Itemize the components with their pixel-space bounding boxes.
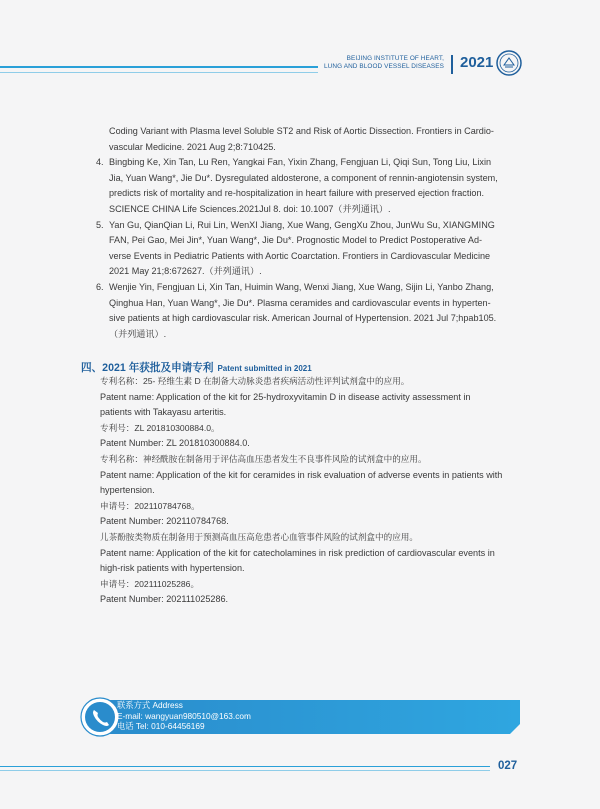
reference-number: 6. bbox=[96, 281, 104, 292]
patent-line: 专利名称：神经酰胺在制备用于评估高血压患者发生不良事件风险的试剂盒中的应用。 bbox=[100, 453, 427, 464]
reference-list bbox=[96, 124, 526, 342]
patent-line: 申请号：202110784768。 bbox=[100, 500, 200, 511]
header-institute bbox=[324, 55, 444, 71]
reference-line: SCIENCE CHINA Life Sciences.2021Jul 8. doi: 10.1007（并列通讯）. bbox=[109, 203, 391, 214]
patent-line: Patent name: Application of the kit for catecholamines in risk prediction of cardiovascular events in bbox=[100, 547, 495, 558]
header-institute-line2: LUNG AND BLOOD VESSEL DISEASES bbox=[324, 63, 444, 70]
patent-line: high-risk patients with hypertension. bbox=[100, 563, 245, 574]
reference-line: Qinghua Han, Yuan Wang*, Jie Du*. Plasma ceramides and cardiovascular events in hyperten- bbox=[109, 297, 491, 308]
patent-line: 申请号：202111025286。 bbox=[100, 578, 200, 589]
reference-line: Bingbing Ke, Xin Tan, Lu Ren, Yangkai Fan, Yixin Zhang, Fengjuan Li, Qiqi Sun, Tong Liu, Lixin bbox=[109, 157, 492, 168]
reference-number: 4. bbox=[96, 157, 104, 168]
patent-line: Patent Number: 202111025286. bbox=[100, 594, 229, 605]
reference-line: FAN, Pei Gao, Mei Jin*, Yuan Wang*, Jie Du*. Prognostic Model to Predict Postoperative Ad- bbox=[109, 235, 483, 246]
contact-info bbox=[117, 700, 251, 732]
page-number: 027 bbox=[498, 760, 518, 772]
reference-item bbox=[96, 280, 526, 342]
reference-line: 2021 May 21;8:672627.（并列通讯）. bbox=[109, 266, 262, 277]
patent-line: Patent name: Application of the kit for 25-hydroxyvitamin D in disease activity assessment in bbox=[100, 391, 471, 402]
reference-item bbox=[96, 218, 526, 280]
reference-number: 5. bbox=[96, 219, 104, 230]
patent-line: 专利名称：25- 羟维生素 D 在制备大动脉炎患者疾病活动性评判试剂盒中的应用。 bbox=[100, 376, 410, 386]
patent-line: Patent Number: 202110784768. bbox=[100, 516, 229, 527]
header-year: 2021 bbox=[460, 54, 494, 71]
footer-rule bbox=[0, 766, 490, 767]
patent-line: Patent Number: ZL 201810300884.0. bbox=[100, 438, 250, 449]
patent-line: Patent name: Application of the kit for ceramides in risk evaluation of adverse events in patients with bbox=[100, 469, 503, 480]
reference-line: vascular Medicine. 2021 Aug 2;8:710425. bbox=[109, 141, 276, 152]
institute-logo-icon bbox=[496, 50, 522, 76]
reference-line: predicts risk of mortality and re-hospitalization in heart failure with preserved ejection fraction. bbox=[109, 188, 485, 199]
patent-line: patients with Takayasu arteritis. bbox=[100, 407, 227, 418]
reference-item bbox=[96, 124, 526, 155]
patent-line: 儿茶酚胺类物质在制备用于预测高血压高危患者心血管事件风险的试剂盒中的应用。 bbox=[100, 531, 418, 542]
reference-line: verse Events in Pediatric Patients with Aortic Coarctation. Frontiers in Cardiovascular Medicine bbox=[109, 250, 491, 261]
patent-line: hypertension. bbox=[100, 485, 155, 496]
contact-label: 联系方式 Address bbox=[117, 700, 183, 710]
section-title-en: Patent submitted in 2021 bbox=[217, 364, 312, 373]
footer-rule-thin bbox=[0, 770, 490, 771]
reference-line: Yan Gu, QianQian Li, Rui Lin, WenXI Jiang, Xue Wang, GengXu Zhou, JunWu Su, XIANGMING bbox=[109, 219, 495, 230]
header-institute-line1: BEIJING INSTITUTE OF HEART, bbox=[346, 55, 444, 62]
patent-line: 专利号：ZL 201810300884.0。 bbox=[100, 422, 220, 433]
section-title-cn: 四、2021 年获批及申请专利 bbox=[81, 362, 214, 374]
contact-email: E-mail: wangyuan980510@163.com bbox=[117, 710, 251, 721]
reference-line: Jia, Yuan Wang*, Jie Du*. Dysregulated aldosterone, a component of rennin-angiotensin system, bbox=[109, 172, 498, 183]
reference-line: （并列通讯）. bbox=[109, 328, 167, 339]
reference-line: Coding Variant with Plasma level Soluble ST2 and Risk of Aortic Dissection. Frontiers in Cardio- bbox=[109, 126, 494, 136]
reference-line: Wenjie Yin, Fengjuan Li, Xin Tan, Huimin Wang, Wenxi Jiang, Xue Wang, Sijin Li, Yanbo Zhang, bbox=[109, 281, 494, 292]
patent-list bbox=[100, 374, 526, 608]
reference-item bbox=[96, 155, 526, 217]
contact-phone: 电话 Tel: 010-64456169 bbox=[117, 721, 205, 731]
header-separator bbox=[451, 55, 453, 74]
header-rule-thin bbox=[0, 72, 318, 73]
reference-line: sive patients at high cardiovascular risk. American Journal of Hypertension. 2021 Jul 7;hpab105. bbox=[109, 313, 497, 324]
header-rule bbox=[0, 66, 318, 68]
phone-icon bbox=[80, 697, 120, 737]
section-title bbox=[81, 360, 312, 375]
